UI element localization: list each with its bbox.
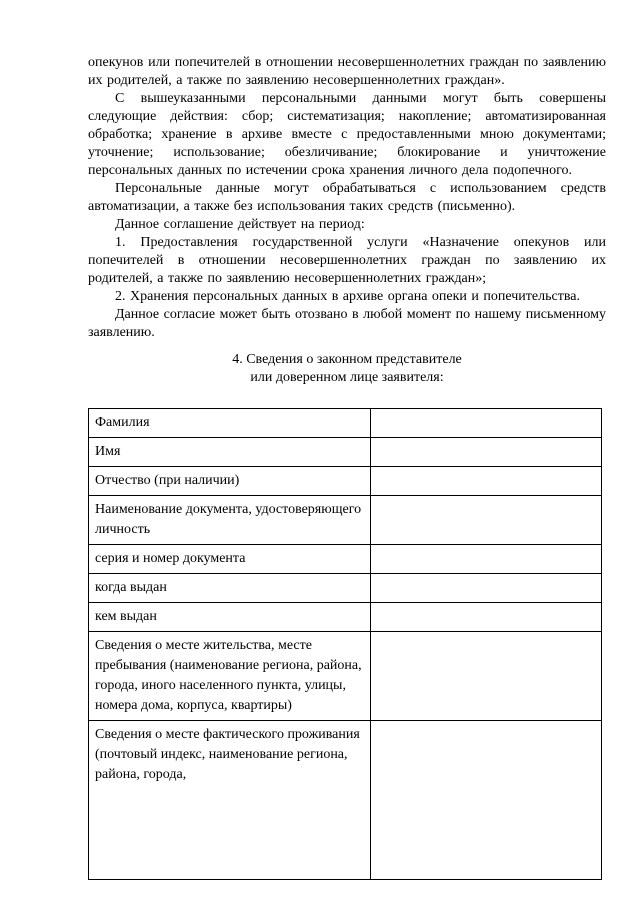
paragraph: Персональные данные могут обрабатываться с использованием средств автоматизации, а также без использования таких средств (письменно). xyxy=(88,181,606,214)
field-label-patronymic: Отчество (при наличии) xyxy=(89,467,371,496)
field-value-surname xyxy=(371,409,602,438)
paragraph: Данное соглашение действует на период: xyxy=(115,217,365,232)
field-value-issued-by xyxy=(371,603,602,632)
field-value-residence-address xyxy=(371,632,602,721)
table-row xyxy=(89,603,602,632)
field-label-series-number: серия и номер документа xyxy=(89,545,371,574)
field-label-actual-address: Сведения о месте фактического проживания (почтовый индекс, наименование региона, района, города, xyxy=(89,721,371,880)
field-label-surname: Фамилия xyxy=(89,409,371,438)
table-row xyxy=(89,721,602,880)
table-row xyxy=(89,632,602,721)
representative-details-table xyxy=(88,408,602,880)
field-label-firstname: Имя xyxy=(89,438,371,467)
section-heading-line1: 4. Сведения о законном представителе xyxy=(232,352,462,367)
table-row xyxy=(89,545,602,574)
paragraph: Данное согласие может быть отозвано в любой момент по нашему письменному заявлению. xyxy=(88,307,606,340)
table-row xyxy=(89,409,602,438)
field-value-issue-date xyxy=(371,574,602,603)
table-row xyxy=(89,438,602,467)
field-value-id-document xyxy=(371,496,602,545)
field-value-actual-address xyxy=(371,721,602,880)
table-row xyxy=(89,467,602,496)
paragraph: С вышеуказанными персональными данными могут быть совершены следующие действия: сбор; систематизация; накопление; автоматизированная обработка; хранение в архиве вместе с предоставленными мною документами; уточнение; использование; обезличивание; блокирование и уничтожение персональных данных по истечении срока хранения личного дела подопечного. xyxy=(88,91,606,178)
section-heading-line2: или доверенном лице заявителя: xyxy=(250,370,444,385)
field-label-issue-date: когда выдан xyxy=(89,574,371,603)
field-value-firstname xyxy=(371,438,602,467)
field-label-issued-by: кем выдан xyxy=(89,603,371,632)
table-row xyxy=(89,574,602,603)
field-label-residence-address: Сведения о месте жительства, месте пребывания (наименование региона, района, города, иного населенного пункта, улицы, номера дома, корпуса, квартиры) xyxy=(89,632,371,721)
table-row xyxy=(89,496,602,545)
field-value-patronymic xyxy=(371,467,602,496)
section-heading xyxy=(88,351,606,387)
field-label-id-document: Наименование документа, удостоверяющего личность xyxy=(89,496,371,545)
field-value-series-number xyxy=(371,545,602,574)
paragraph: опекунов или попечителей в отношении несовершеннолетних граждан по заявлению их родителей, а также по заявлению несовершеннолетних граждан». xyxy=(88,55,606,88)
paragraph-list-item-1: 1. Предоставления государственной услуги «Назначение опекунов или попечителей в отношении несовершеннолетних граждан по заявлению их родителей, а также по заявлению несовершеннолетних граждан»; xyxy=(88,235,606,286)
paragraph-list-item-2: 2. Хранения персональных данных в архиве органа опеки и попечительства. xyxy=(115,289,580,304)
